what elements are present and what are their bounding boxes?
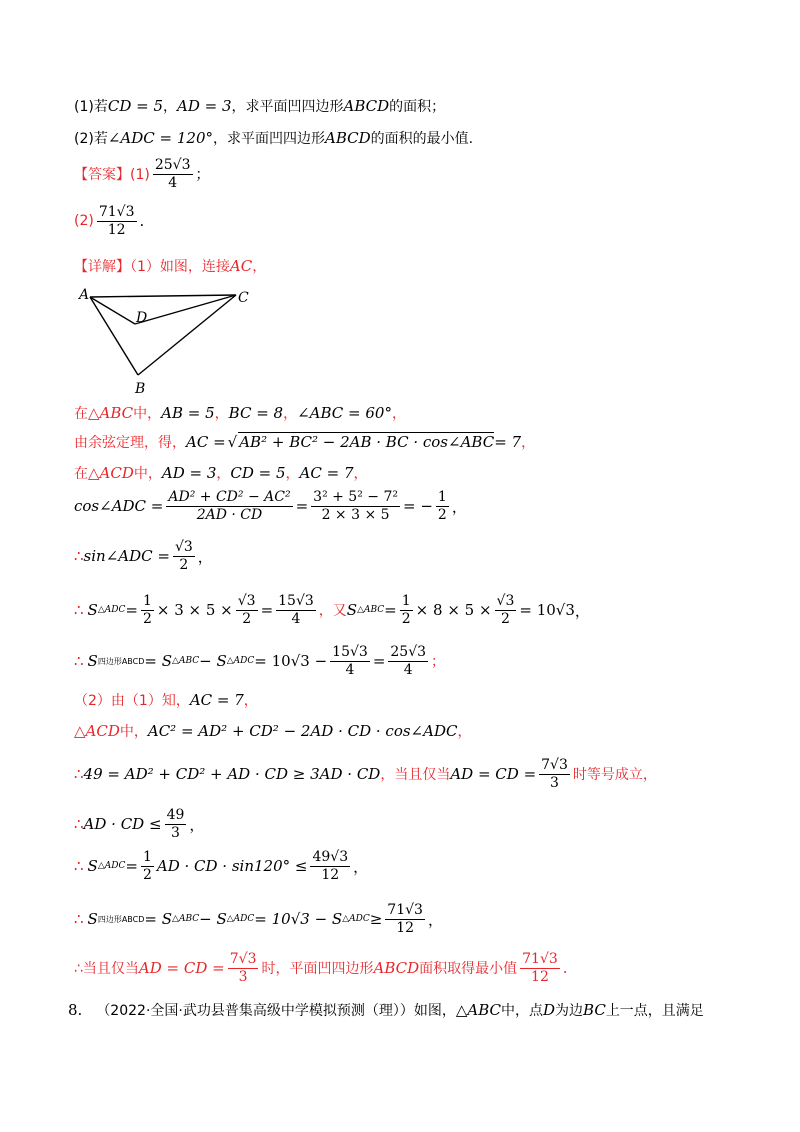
answer-1-fraction	[153, 158, 193, 190]
s2-rhs: = 7	[494, 433, 522, 451]
therefore-symbol: ∴	[74, 910, 84, 929]
detail-heading	[74, 256, 266, 276]
question-part-2	[74, 128, 473, 148]
s3-cd: CD = 5	[230, 464, 286, 482]
s10-red: ，当且仅当	[380, 767, 451, 784]
s7-f1-num: 15√3	[332, 644, 368, 660]
s7-sub2: △ABC	[172, 656, 200, 667]
s11-den: 3	[171, 824, 180, 841]
s3-c2: ，	[285, 466, 300, 482]
s6-half2-num: 1	[401, 593, 411, 609]
s13-end: ，	[427, 910, 443, 929]
q1-ad: AD = 3	[177, 97, 232, 115]
answer-1-tail: ；	[195, 167, 210, 184]
s3-tri: △ACD	[88, 464, 134, 482]
s1-ang: ∠ABC = 60°	[297, 404, 392, 422]
step-6	[74, 594, 590, 626]
s6-root2-num: √3	[496, 593, 515, 609]
s15-mid: 中，点	[501, 1003, 543, 1019]
q1-sep: ，	[163, 99, 177, 115]
s7-f2-num: 25√3	[390, 644, 427, 660]
s14-value-den: 12	[531, 968, 549, 985]
edge-ac	[90, 295, 236, 297]
s7-eq2: = 10√3 −	[254, 652, 328, 671]
s6-eq2: =	[260, 601, 274, 620]
s4-eq: =	[295, 497, 309, 516]
s6-mid: × 3 × 5 ×	[156, 601, 233, 620]
edge-ad	[90, 297, 135, 324]
s10-den: 3	[550, 774, 559, 791]
s6-half	[141, 594, 154, 626]
s6-end: ，	[574, 601, 590, 620]
therefore-symbol: ∴	[74, 601, 84, 620]
s8-end: ，	[243, 693, 258, 709]
s8-pre: （2）由（1）知，	[74, 693, 190, 709]
s14-th: ∴当且仅当	[74, 961, 139, 978]
s1-tri: △ABC	[88, 404, 134, 422]
s5-lhs: sin∠ADC =	[83, 547, 170, 566]
q1-quad: ABCD	[343, 97, 390, 115]
s13-mn: − S	[199, 910, 227, 929]
s4-lhs: cos∠ADC =	[74, 497, 164, 516]
s13-den: 12	[396, 919, 415, 936]
s7-f1-den: 4	[345, 661, 355, 678]
vertex-label-b: B	[135, 381, 146, 397]
s14-quad: ABCD	[373, 959, 420, 978]
s6-value	[276, 594, 316, 626]
s2-end: ，	[521, 435, 536, 451]
s10-tail: 时等号成立，	[572, 767, 657, 784]
step-8	[74, 690, 258, 710]
s7-eq3: =	[372, 652, 386, 671]
q1-tail: 的面积；	[389, 99, 446, 115]
s7-f2-den: 4	[403, 661, 413, 678]
s14-value-num: 71√3	[522, 951, 558, 967]
q2-tail: 的面积的最小值.	[370, 131, 474, 147]
s14-frac	[228, 952, 259, 984]
s5-numerator: √3	[174, 539, 193, 555]
s9-mid: 中，	[119, 724, 148, 740]
q1-text: ，求平面凹四边形	[231, 99, 344, 115]
step-7	[74, 645, 445, 677]
s13-sub2: △ABC	[172, 914, 200, 925]
s7-eq: = S	[144, 652, 173, 671]
s6-sub: △ADC	[97, 605, 126, 616]
s13-sub4: △ADC	[342, 914, 370, 925]
answer-2-denominator: 12	[107, 221, 126, 238]
q2-angle: ∠ADC = 120°	[107, 129, 213, 147]
s14-end: .	[562, 959, 568, 978]
problem-number: 8.	[68, 1001, 83, 1019]
s15-bc: BC	[583, 1001, 606, 1019]
q1-prefix: (1)若	[74, 99, 108, 115]
s14-cond: AD = CD =	[138, 959, 225, 978]
edge-ab	[90, 297, 138, 375]
therefore-symbol: ∴	[74, 815, 84, 834]
answer-1-denominator: 4	[168, 174, 178, 191]
s6-sub2: △ABC	[357, 605, 385, 616]
step-3	[74, 463, 368, 483]
vertex-label-c: C	[238, 290, 249, 306]
answer-line-2	[74, 205, 144, 237]
s12-sub: △ADC	[97, 861, 126, 872]
s1-c1: ，	[214, 406, 229, 422]
s5-denominator: 2	[179, 556, 189, 573]
s12-mid: AD · CD · sin120° ≤	[156, 857, 308, 876]
s13-sub: 四边形ABCD	[97, 914, 145, 924]
s7-sub: 四边形ABCD	[97, 656, 145, 666]
s4-frac-1	[166, 490, 292, 522]
s10-num: 7√3	[541, 757, 568, 773]
s6-root-2	[495, 594, 517, 626]
s12-num: 49√3	[312, 849, 349, 865]
s6-red: ，又	[318, 603, 347, 620]
s4-f1-denominator: 2AD · CD	[196, 506, 263, 523]
s1-bc: BC = 8	[228, 404, 284, 422]
s12-half	[141, 850, 154, 882]
step-9	[74, 721, 471, 741]
s3-mid: 中，	[133, 466, 162, 482]
s6-eq3: =	[384, 601, 397, 620]
s12-eq: =	[125, 857, 138, 876]
problem-source: （2022·全国·武功县普集高级中学模拟预测（理））如图，	[96, 1003, 456, 1019]
s9-eq: AC² = AD² + CD² − 2AD · CD · cos∠ADC	[147, 722, 458, 740]
step-2	[74, 432, 535, 452]
step-14	[74, 952, 568, 984]
s4-f2-numerator: 3² + 5² − 7²	[313, 489, 398, 505]
q1-cd: CD = 5	[107, 97, 163, 115]
s6-root-num: √3	[237, 593, 256, 609]
s4-frac-3	[436, 490, 449, 522]
s2-lhs: AC =	[186, 433, 226, 451]
s1-end: ，	[391, 406, 406, 422]
answer-2-fraction	[97, 205, 137, 237]
s11-num: 49	[166, 807, 185, 823]
s6-eq: =	[125, 601, 138, 620]
step-12	[74, 850, 368, 882]
s4-f3-numerator: 1	[437, 489, 447, 505]
s13-s: S	[87, 910, 98, 929]
s12-end: ，	[353, 857, 369, 876]
s5-end: ，	[197, 547, 213, 566]
s12-frac	[310, 850, 350, 882]
s15-tail: 上一点，且满足	[605, 1003, 704, 1019]
s4-frac-2	[311, 490, 400, 522]
s3-ac: AC = 7	[299, 464, 354, 482]
s2-radical: √ AB² + BC² − 2AB · BC · cos∠ABC	[227, 433, 495, 451]
s10-eq: 49 = AD² + CD² + AD · CD ≥ 3AD · CD	[83, 765, 381, 784]
answer-line-1	[74, 158, 210, 190]
s13-eq: = S	[144, 910, 173, 929]
answer-2-numerator: 71√3	[98, 204, 135, 220]
s13-frac	[385, 903, 425, 935]
s1-mid: 中，	[133, 406, 162, 422]
s4-f3-denominator: 2	[437, 506, 447, 523]
step-4	[74, 490, 467, 522]
s15-mid2: 为边	[555, 1003, 584, 1019]
step-11	[74, 808, 204, 840]
s7-sub3: △ADC	[226, 656, 255, 667]
s6-s2: S	[346, 601, 358, 620]
s6-half-num: 1	[142, 593, 152, 609]
step-10	[74, 758, 657, 790]
s8-ac: AC = 7	[189, 691, 244, 709]
step-1	[74, 403, 406, 423]
next-problem-line	[68, 1000, 704, 1020]
s4-f1-numerator: AD² + CD² − AC²	[168, 489, 291, 505]
s12-den: 12	[321, 866, 340, 883]
detail-tag: 【详解】（1）如图，连接	[74, 259, 230, 275]
s11-eq: AD · CD ≤	[83, 815, 162, 834]
s6-root2-den: 2	[501, 610, 510, 627]
edge-dc	[135, 295, 236, 324]
vertex-label-a: A	[79, 287, 90, 303]
q2-quad: ABCD	[324, 129, 371, 147]
s14-den: 3	[238, 968, 248, 985]
s14-mid: 时，平面凹四边形	[261, 961, 374, 978]
answer-tag: 【答案】(1)	[74, 167, 150, 184]
s6-root	[236, 594, 258, 626]
s7-frac-2	[388, 645, 428, 677]
answer-2-prefix: (2)	[74, 213, 94, 230]
s15-tri: △ABC	[455, 1001, 501, 1019]
s4-eq2: = −	[402, 497, 433, 516]
s7-s: S	[87, 652, 98, 671]
s6-value-den: 4	[291, 610, 301, 627]
s10-cond: AD = CD =	[450, 765, 537, 784]
s6-half-den: 2	[142, 610, 152, 627]
s3-ad: AD = 3	[161, 464, 217, 482]
q2-prefix: (2)若	[74, 131, 108, 147]
step-13	[74, 903, 443, 935]
therefore-symbol: ∴	[74, 652, 84, 671]
s11-end: ，	[189, 815, 205, 834]
s3-end: ，	[353, 466, 368, 482]
s3-c1: ，	[216, 466, 231, 482]
s2-pre: 由余弦定理，得，	[74, 435, 186, 451]
therefore-symbol: ∴	[74, 765, 84, 784]
s7-end: ；	[431, 654, 446, 671]
s14-num: 7√3	[229, 951, 257, 967]
s10-frac	[539, 758, 570, 790]
s12-s: S	[87, 857, 98, 876]
vertex-label-d: D	[136, 310, 148, 326]
s14-tail: 面积取得最小值	[419, 961, 518, 978]
s6-eq4: = 10√3	[519, 601, 575, 620]
detail-ac: AC	[229, 257, 253, 275]
s6-half2-den: 2	[401, 610, 411, 627]
question-part-1	[74, 96, 445, 116]
s2-radicand: AB² + BC² − 2AB · BC · cos∠ABC	[239, 433, 495, 451]
s13-num: 71√3	[387, 902, 423, 918]
s4-f2-denominator: 2 × 3 × 5	[321, 506, 390, 523]
s4-end: ，	[451, 497, 467, 516]
quadrilateral-figure	[76, 283, 256, 398]
s7-frac-1	[330, 645, 370, 677]
s6-root-den: 2	[242, 610, 252, 627]
s13-eq2: = 10√3 − S	[254, 910, 343, 929]
step-5	[74, 540, 213, 572]
s13-sub3: △ADC	[226, 914, 255, 925]
s9-end: ，	[457, 724, 472, 740]
s6-s: S	[87, 601, 98, 620]
s14-value	[520, 952, 560, 984]
detail-tail: ，	[252, 259, 267, 275]
s13-ge: ≥	[369, 910, 383, 929]
s5-frac	[173, 540, 195, 572]
s15-d: D	[543, 1001, 556, 1019]
s1-pre: 在	[74, 406, 88, 422]
s12-half-num: 1	[142, 849, 152, 865]
s11-frac	[165, 808, 187, 840]
s7-mn: − S	[199, 652, 227, 671]
s6-value-num: 15√3	[278, 593, 314, 609]
edge-bc	[138, 295, 236, 375]
s1-c2: ，	[283, 406, 298, 422]
s3-pre: 在	[74, 466, 88, 482]
therefore-symbol: ∴	[74, 857, 84, 876]
answer-1-numerator: 25√3	[154, 157, 191, 173]
s6-mid2: × 8 × 5 ×	[415, 601, 492, 620]
s12-half-den: 2	[142, 866, 152, 883]
therefore-symbol: ∴	[74, 547, 84, 566]
q2-text: ，求平面凹四边形	[212, 131, 325, 147]
answer-2-tail: .	[139, 212, 145, 231]
s9-tri: △ACD	[74, 722, 120, 740]
s1-ab: AB = 5	[161, 404, 215, 422]
s6-half-2	[400, 594, 413, 626]
